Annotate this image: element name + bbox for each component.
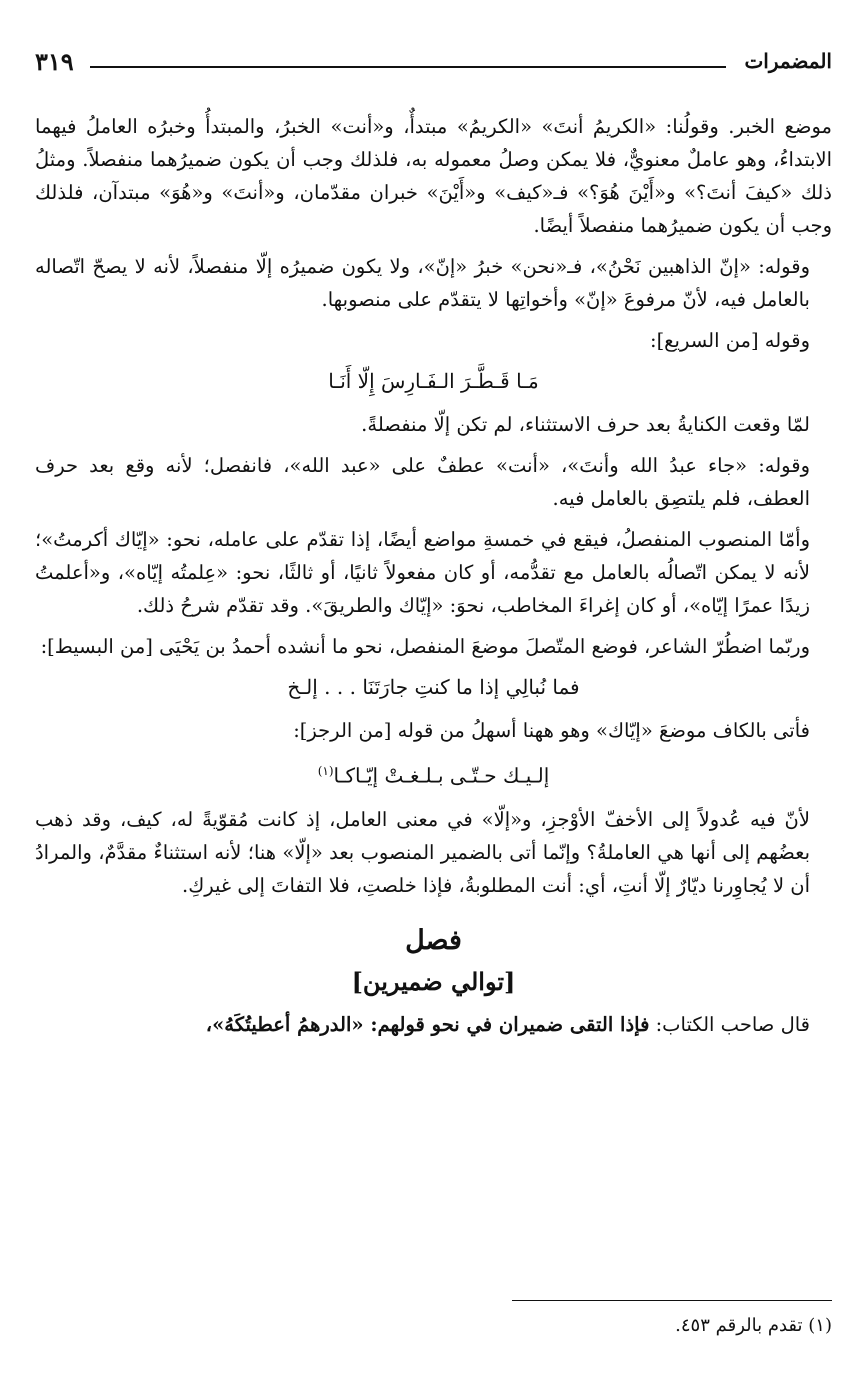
verse-line: فما نُبالِي إذا ما كنتِ جارَتَنَا . . . إلـخ bbox=[287, 675, 580, 699]
paragraph: وقوله: «جاء عبدُ الله وأنتَ»، «أنت» عطفٌ على «عبد الله»، فانفصل؛ لأنه وقع بعد حرف العطف، فلم يلتصِق بالعامل فيه. bbox=[35, 454, 810, 510]
page bbox=[35, 36, 832, 1049]
page-body bbox=[35, 110, 832, 1041]
paragraph: وقوله: «إنّ الذاهبين نَحْنُ»، فـ«نحن» خبرُ «إنّ»، ولا يكون ضميرُه إلّا منفصلاً، لأنه لا يصحّ اتّصاله بالعامل فيه، لأنّ مرفوعَ «إنّ» وأخواتِها لا يتقدّم على منصوبها. bbox=[35, 255, 810, 311]
section-title: فصل bbox=[405, 924, 462, 956]
page-number: ٣١٩ bbox=[35, 46, 74, 76]
verse-line: مَـا قَـطَّـرَ الـفَـارِسَ إِلّا أَنَـا bbox=[328, 369, 539, 393]
footnote-divider bbox=[512, 1300, 832, 1301]
chapter-title: المضمرات bbox=[744, 49, 832, 73]
page-header bbox=[35, 36, 832, 86]
verse-line bbox=[35, 755, 832, 793]
paragraph: موضع الخبر. وقولُنا: «الكريمُ أنتَ» «الكريمُ» مبتدأٌ، و«أنت» الخبرُ، والمبتدأُ وخبرُه العاملُ فيهما الابتداءُ، وهو عاملٌ معنويٌّ، فلا يمكن وصلُ معموله به، فلذلك وجب أن يكون ضميرُهما منفصلاً. ومثلُ ذلك «كيفَ أنتَ؟» و«أَيْنَ هُوَ؟» فـ«كيف» و«أَيْنَ» خبران مقدّمان، و«أنتَ» و«هُوَ» مبتدآن، فلذلك وجب أن يكون ضميرُهما منفصلاً أيضًا. bbox=[35, 115, 832, 237]
paragraph: وربّما اضطُرّ الشاعر، فوضع المتّصلَ موضعَ المنفصل، نحو ما أنشده أحمدُ بن يَحْيَى [من البسيط]: bbox=[40, 635, 810, 658]
paragraph: لأنّ فيه عُدولاً إلى الأخفّ الأوْجزِ، و«إلّا» في معنى العامل، إذ كانت مُقوّيةً له، كيف، وقد ذهب بعضُهم إلى أنها هي العاملةُ؟ وإنّما أتى بالضمير المنصوب بعد «إلّا» هنا؛ لأنه استثناءٌ مقدَّمٌ، والمرادُ أن لا يُجاوِرنا ديّارٌ إلّا أنتِ، أي: أنت المطلوبةُ، فإذا خلصتِ، فلا التفاتَ إلى غيركِ. bbox=[35, 807, 810, 897]
section-subtitle: [توالي ضميرين] bbox=[351, 966, 516, 996]
header-rule bbox=[90, 66, 727, 68]
paragraph: وأمّا المنصوب المنفصلُ، فيقع في خمسةِ مواضع أيضًا، إذا تقدّم على عامله، نحو: «إيّاك أكرمتُ»؛ لأنه لا يمكن اتّصالُه بالعامل مع تقدُّمه، أو كان مفعولاً ثانيًا، أو ثالثًا، نحو: «عِلمتُه إيّاه»، و«أعلمتُ زيدًا عمرًا إيّاه»، أو كان إغراءَ المخاطب، نحوَ: «إيّاك والطريقَ». وقد تقدّم شرحُ ذلك. bbox=[35, 528, 810, 617]
footnote: (١) تقدم بالرقم ٤٥٣. bbox=[675, 1315, 832, 1336]
paragraph: لمّا وقعت الكنايةُ بعد حرف الاستثناء، لم تكن إلّا منفصلةً. bbox=[361, 413, 810, 436]
paragraph bbox=[35, 1008, 832, 1041]
paragraph: وقوله [من السريع]: bbox=[650, 329, 810, 352]
quote-intro: قال صاحب الكتاب: bbox=[649, 1012, 810, 1036]
quoted-text: فإذا التقى ضميران في نحو قولهم: «الدرهمُ أعطيتُكَهُ»، bbox=[205, 1012, 650, 1036]
paragraph: فأتى بالكاف موضعَ «إيّاك» وهو ههنا أسهلُ من قوله [من الرجز]: bbox=[293, 719, 810, 742]
footnote-marker: (١) bbox=[317, 764, 334, 778]
verse-text: إلـيـك حـتّـى بـلـغـتْ إيّـاكـا bbox=[333, 763, 550, 788]
